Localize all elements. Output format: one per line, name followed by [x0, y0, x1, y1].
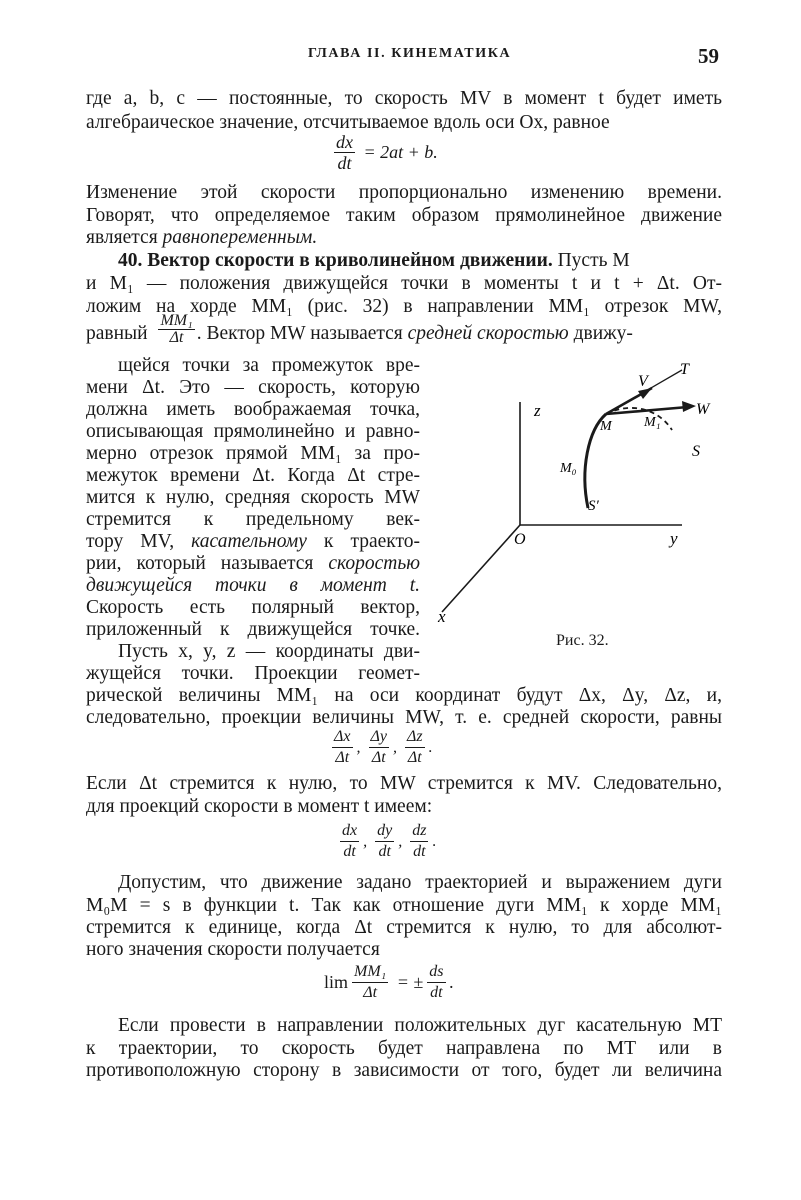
text-line: Пусть x, y, z — координаты дви- [118, 641, 420, 662]
emphasis-term: скоростью [328, 553, 420, 574]
text-line: Если провести в направлении положительных дуг касательную MT [118, 1015, 722, 1036]
text-line: жущейся точки. Проекции геомет- [86, 663, 420, 684]
formula-denominator: dt [413, 843, 426, 860]
text-line: приложенный к движущейся точке. [86, 619, 420, 640]
text-line [86, 227, 317, 249]
formula-separator: . [449, 972, 454, 992]
text-span: тору MV, [86, 531, 192, 552]
text-span: Пусть M [552, 250, 630, 271]
text-line: ложим на хорде MM₁ (рис. 32) в направлении MM₁ отрезок MW, [86, 296, 722, 317]
text-span: движу- [568, 323, 633, 344]
text-span: является [86, 227, 163, 248]
emphasis-line: движущейся точки в момент t. [86, 575, 420, 596]
page-number: 59 [698, 44, 719, 68]
fraction [158, 313, 194, 346]
formula-denominator: dt [430, 984, 443, 1001]
running-header: ГЛАВА II. КИНЕМАТИКА [308, 46, 512, 61]
text-line: мени Δt. Это — скорость, которую [86, 377, 420, 398]
formula-speed-limit [320, 962, 458, 1003]
text-line: алгебраическое значение, отсчитываемое вдоль оси Ox, равное [86, 112, 610, 133]
text-line: к траектории, то скорость будет направлена по MT или в [86, 1038, 722, 1059]
label-origin: O [514, 531, 526, 548]
formula-separator: , [398, 832, 403, 850]
section-heading-line [118, 250, 722, 272]
fraction-numerator: MM₁ [160, 312, 193, 330]
fraction-denominator: Δt [169, 329, 184, 347]
formula-numerator: Δx [332, 727, 353, 748]
label-s-prime: S′ [588, 498, 599, 514]
text-line-with-fraction [86, 312, 722, 347]
text-span: рии, который называется [86, 553, 329, 574]
text-line: Скорость есть полярный вектор, [86, 597, 420, 618]
formula-numerator: dx [340, 821, 359, 842]
formula-projections-delta [332, 727, 437, 768]
formula-separator: , [393, 738, 397, 756]
formula-numerator: Δy [369, 727, 390, 748]
text-span: равный [86, 323, 148, 344]
text-line: M₀M = s в функции t. Так как отношение дуги MM₁ к хорде MM₁ [86, 895, 722, 916]
text-line: где a, b, c — постоянные, то скорость MV в момент t будет иметь [86, 88, 722, 109]
formula-numerator: dz [410, 821, 428, 842]
formula-denominator: Δt [371, 749, 386, 766]
text-line [86, 531, 420, 553]
text-span: . Вектор MW называется [196, 323, 408, 344]
label-m1: M₁ [644, 415, 661, 430]
emphasis-term: касательному [191, 531, 307, 552]
formula-rhs: = 2at + b. [363, 142, 438, 162]
formula-denominator: Δt [335, 749, 350, 766]
text-line: мится к нулю, средняя скорость MW [86, 487, 420, 508]
text-line: и M₁ — положения движущейся точки в моменты t и t + Δt. От- [86, 273, 722, 294]
label-m0: M₀ [560, 461, 577, 476]
section-title: 40. Вектор скорости в криволинейном движении. [118, 250, 553, 271]
formula-numerator: dy [375, 821, 394, 842]
text-line: рической величины MM₁ на оси координат будут Δx, Δy, Δz, и, [86, 685, 722, 706]
axis-x [442, 525, 520, 612]
text-line [86, 553, 420, 575]
formula-separator: . [428, 738, 433, 756]
formula-numerator: ds [427, 962, 445, 983]
label-t: T [680, 361, 689, 378]
formula-equals: = ± [396, 972, 424, 992]
text-line: мерно отрезок прямой MM₁ за про- [86, 443, 420, 464]
text-line: Изменение этой скорости пропорционально изменению времени. [86, 182, 722, 203]
text-line: противоположную сторону в зависимости от того, будет ли величина [86, 1060, 722, 1081]
figure-caption: Рис. 32. [556, 632, 609, 649]
label-w: W [696, 401, 710, 418]
text-line: Говорят, что определяемое таким образом прямолинейное движение [86, 205, 722, 226]
label-m: M [600, 419, 612, 434]
formula-numerator: dx [336, 132, 353, 152]
text-line: стремится к единице, когда Δt стремится к нулю, то для абсолют- [86, 917, 722, 938]
text-line: межуток времени Δt. Когда Δt стре- [86, 465, 420, 486]
text-line: следовательно, проекции величины MW, т. е. средней скорости, равны [86, 707, 722, 728]
formula-lim: lim [324, 972, 349, 992]
emphasis-term: средней скоростью [407, 323, 569, 344]
text-line: Если Δt стремится к нулю, то MW стремится к MV. Следовательно, [86, 773, 722, 794]
label-x: x [438, 607, 446, 626]
text-line: стремится к предельному век- [86, 509, 420, 530]
label-s: S [692, 443, 700, 460]
text-line: должна иметь воображаемая точка, [86, 399, 420, 420]
label-z: z [534, 401, 541, 420]
formula-denominator: dt [378, 843, 391, 860]
formula-separator: , [363, 832, 368, 850]
formula-numerator: Δz [405, 727, 425, 748]
figure-32-diagram [430, 360, 730, 630]
emphasis-term: равнопеременным. [162, 227, 318, 248]
formula-separator: , [356, 738, 361, 756]
formula-denominator: Δt [363, 984, 378, 1001]
text-line: ного значения скорости получается [86, 939, 380, 960]
formula-denominator: Δt [407, 749, 422, 766]
formula-separator: . [432, 832, 437, 850]
text-line: для проекций скорости в момент t имеем: [86, 796, 433, 817]
label-y: y [670, 529, 678, 548]
text-line: Допустим, что движение задано траекторией и выражением дуги [118, 872, 722, 893]
formula-projections-derivative [340, 821, 440, 862]
text-span: к траекто- [306, 531, 420, 552]
vector-mw-arrowhead [682, 401, 696, 412]
text-line: описывающая прямолинейно и равно- [86, 421, 420, 442]
label-v: V [638, 373, 648, 390]
formula-velocity [334, 132, 442, 173]
formula-numerator: MM₁ [352, 962, 388, 983]
formula-denominator: dt [337, 153, 352, 173]
formula-denominator: dt [343, 843, 356, 860]
text-line: щейся точки за промежуток вре- [118, 355, 420, 376]
